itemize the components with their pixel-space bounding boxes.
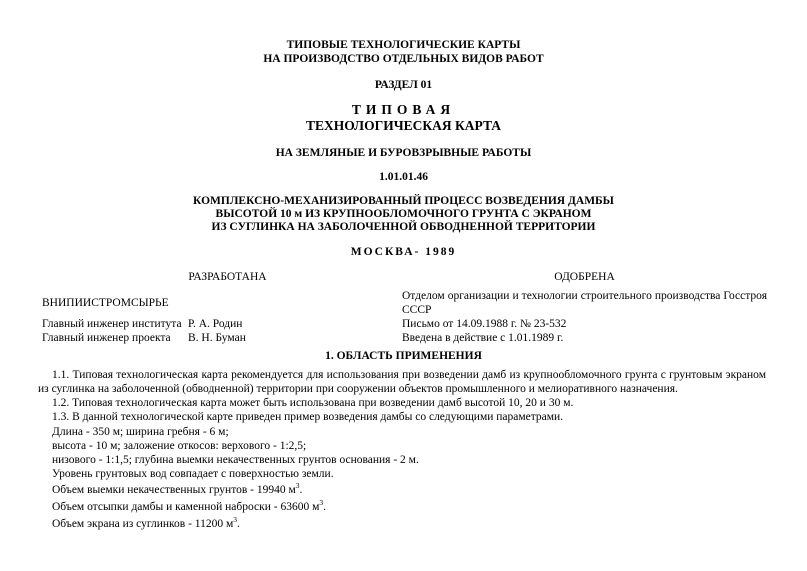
- param-line-3: низового - 1:1,5; глубина выемки некачественных грунтов основания - 2 м.: [52, 454, 419, 466]
- doc-description-line-2: ВЫСОТОЙ 10 м ИЗ КРУПНООБЛОМОЧНОГО ГРУНТА С ЭКРАНОМ: [215, 208, 592, 220]
- section-heading: 1. ОБЛАСТЬ ПРИМЕНЕНИЯ: [325, 350, 482, 362]
- chief-engineer-name: Р. А. Родин: [188, 318, 243, 330]
- developed-label: РАЗРАБОТАНА: [188, 271, 267, 283]
- approved-label: ОДОБРЕНА: [554, 271, 615, 283]
- approval-letter: Письмо от 14.09.1988 г. № 23-532: [402, 318, 567, 330]
- doc-description-line-3: ИЗ СУГЛИНКА НА ЗАБОЛОЧЕННОЙ ОБВОДНЕННОЙ ТЕРРИТОРИИ: [211, 221, 596, 233]
- param-line-6-text: Объем отсыпки дамбы и каменной наброски - 63600 м: [52, 501, 320, 513]
- city-year: МОСКВА- 1989: [350, 246, 457, 258]
- paragraph-1-3: 1.3. В данной технологической карте приведен пример возведения дамбы со следующими параметрами.: [52, 411, 564, 423]
- section-label: РАЗДЕЛ 01: [374, 79, 433, 91]
- project-engineer-label: Главный инженер проекта: [42, 332, 171, 344]
- effective-date: Введена в действие с 1.01.1989 г.: [402, 332, 564, 344]
- param-line-7: Объем экрана из суглинков - 11200 $м^3$.: [52, 515, 240, 530]
- developer-org: ВНИПИИСТРОМСЫРЬЕ: [42, 297, 169, 309]
- cubic-superscript: 3: [233, 515, 238, 525]
- chief-engineer-label: Главный инженер института: [42, 318, 182, 330]
- doc-code: 1.01.01.46: [379, 171, 428, 183]
- project-engineer-name: В. Н. Буман: [188, 332, 246, 344]
- param-line-4: Уровень грунтовых вод совпадает с поверхностью земли.: [52, 468, 334, 480]
- param-line-5: Объем выемки некачественных грунтов - 19940 $м^3$.: [52, 481, 303, 496]
- param-line-2: высота - 10 м; заложение откосов: верхового - 1:2,5;: [52, 440, 307, 452]
- cubic-superscript: 3: [295, 481, 300, 491]
- header-line-1: ТИПОВЫЕ ТЕХНОЛОГИЧЕСКИЕ КАРТЫ: [286, 39, 521, 51]
- project-engineer-row: [42, 332, 392, 346]
- doc-title-line-1: ТИПОВАЯ: [351, 102, 456, 117]
- paragraph-1-2: 1.2. Типовая технологическая карта может быть использована при возведении дамб высотой 10, 20 и 30 м.: [52, 397, 574, 409]
- param-line-7-text: Объем экрана из суглинков - 11200 м: [52, 518, 234, 530]
- doc-title-line-2: ТЕХНОЛОГИЧЕСКАЯ КАРТА: [305, 118, 502, 133]
- paragraph-1-1: 1.1. Типовая технологическая карта рекомендуется для использования при возведении дамб из крупнообломочного грунта с грунтовым экраном из суглинка на заболоченной (обводненной) территории при сооружении объектов промышленного и мелиоративного назначения.: [38, 369, 766, 395]
- cubic-superscript: 3: [319, 498, 324, 508]
- header-line-2: НА ПРОИЗВОДСТВО ОТДЕЛЬНЫХ ВИДОВ РАБОТ: [263, 53, 544, 65]
- param-line-5-text: Объем выемки некачественных грунтов - 19940 м: [52, 484, 296, 496]
- chief-engineer-row: [42, 318, 392, 332]
- param-line-1: Длина - 350 м; ширина гребня - 6 м;: [52, 426, 229, 438]
- doc-description-line-1: КОМПЛЕКСНО-МЕХАНИЗИРОВАННЫЙ ПРОЦЕСС ВОЗВЕДЕНИЯ ДАМБЫ: [193, 195, 614, 207]
- doc-subtitle: НА ЗЕМЛЯНЫЕ И БУРОВЗРЫВНЫЕ РАБОТЫ: [275, 147, 532, 159]
- param-line-6: Объем отсыпки дамбы и каменной наброски - 63600 $м^3$.: [52, 498, 326, 513]
- approver-org: Отделом организации и технологии строительного производства Госстроя СССР: [402, 290, 767, 316]
